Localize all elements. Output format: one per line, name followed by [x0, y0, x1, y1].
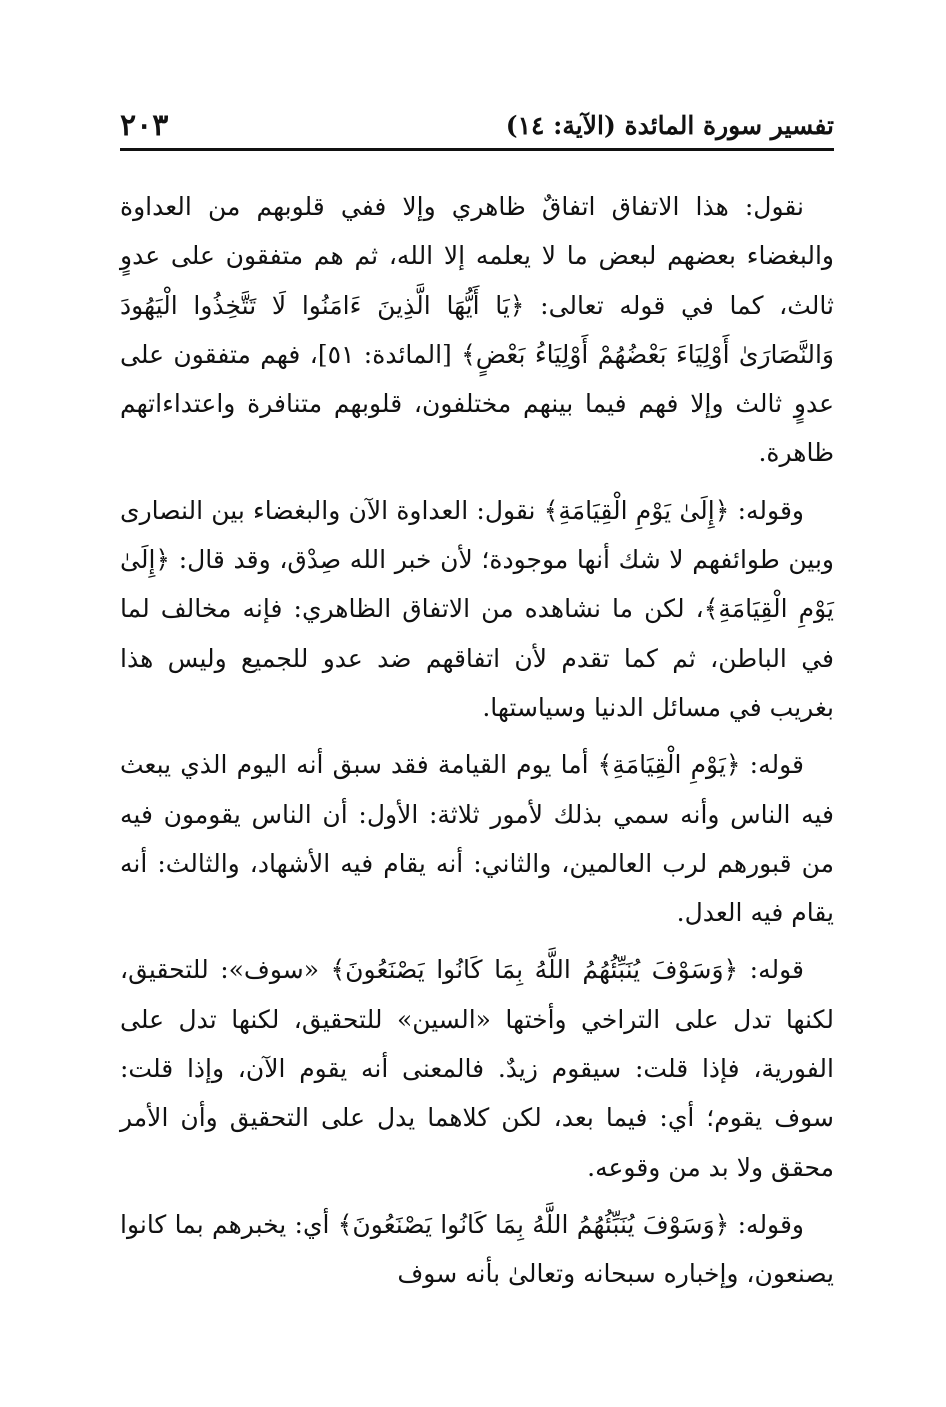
running-header — [120, 96, 834, 144]
paragraph: وقوله: ﴿إِلَىٰ يَوْمِ الْقِيَامَةِ﴾ نقول: العداوة الآن والبغضاء بين النصارى وبين طوائفهم لا شك أنها موجودة؛ لأن خبر الله صِدْق، وقد قال: ﴿إِلَىٰ يَوْمِ الْقِيَامَةِ﴾، لكن ما نشاهده من الاتفاق الظاهري: فإنه مخالف لما في الباطن، ثم كما تقدم لأن اتفاقهم ضد عدو للجميع وليس هذا بغريب في مسائل الدنيا وسياستها. — [120, 495, 834, 722]
header-divider — [120, 148, 834, 151]
paragraph: وقوله: ﴿وَسَوْفَ يُنَبِّئُهُمُ اللَّهُ بِمَا كَانُوا يَصْنَعُونَ﴾ أي: يخبرهم بما كانوا يصنعون، وإخباره سبحانه وتعالىٰ بأنه سوف — [120, 1209, 834, 1289]
running-title: تفسير سورة المائدة (الآية: ١٤) — [505, 111, 834, 140]
paragraph: نقول: هذا الاتفاق اتفاقٌ ظاهري وإلا ففي قلوبهم من العداوة والبغضاء بعضهم لبعض ما لا يعلمه إلا الله، ثم هم متفقون على عدوٍ ثالث، كما في قوله تعالى: ﴿يَا أَيُّهَا الَّذِينَ ءَامَنُوا لَا تَتَّخِذُوا الْيَهُودَ وَالنَّصَارَىٰ أَوْلِيَاءَ بَعْضُهُمْ أَوْلِيَاءُ بَعْضٍ﴾ [المائدة: ٥١]، فهم متفقون على عدوٍ ثالث وإلا فهم فيما بينهم مختلفون، قلوبهم متنافرة واعتداءاتهم ظاهرة. — [120, 192, 835, 468]
body-text — [120, 182, 834, 1299]
paragraph: قوله: ﴿يَوْمِ الْقِيَامَةِ﴾ أما يوم القيامة فقد سبق أنه اليوم الذي يبعث فيه الناس وأنه سمي بذلك لأمور ثلاثة: الأول: أن الناس يقومون فيه من قبورهم لرب العالمين، والثاني: أنه يقام فيه الأشهاد، والثالث: أنه يقام فيه العدل. — [120, 750, 834, 928]
page-number: ٢٠٣ — [120, 108, 169, 143]
paragraph: قوله: ﴿وَسَوْفَ يُنَبِّئُهُمُ اللَّهُ بِمَا كَانُوا يَصْنَعُونَ﴾ «سوف»: للتحقيق، لكنها تدل على التراخي وأختها «السين» للتحقيق، لكنها تدل على الفورية، فإذا قلت: سيقوم زيدٌ. فالمعنى أنه يقوم الآن، وإذا قلت: سوف يقوم؛ أي: فيما بعد، لكن كلاهما يدل على التحقيق وأن الأمر محقق ولا بد من وقوعه. — [120, 955, 834, 1182]
